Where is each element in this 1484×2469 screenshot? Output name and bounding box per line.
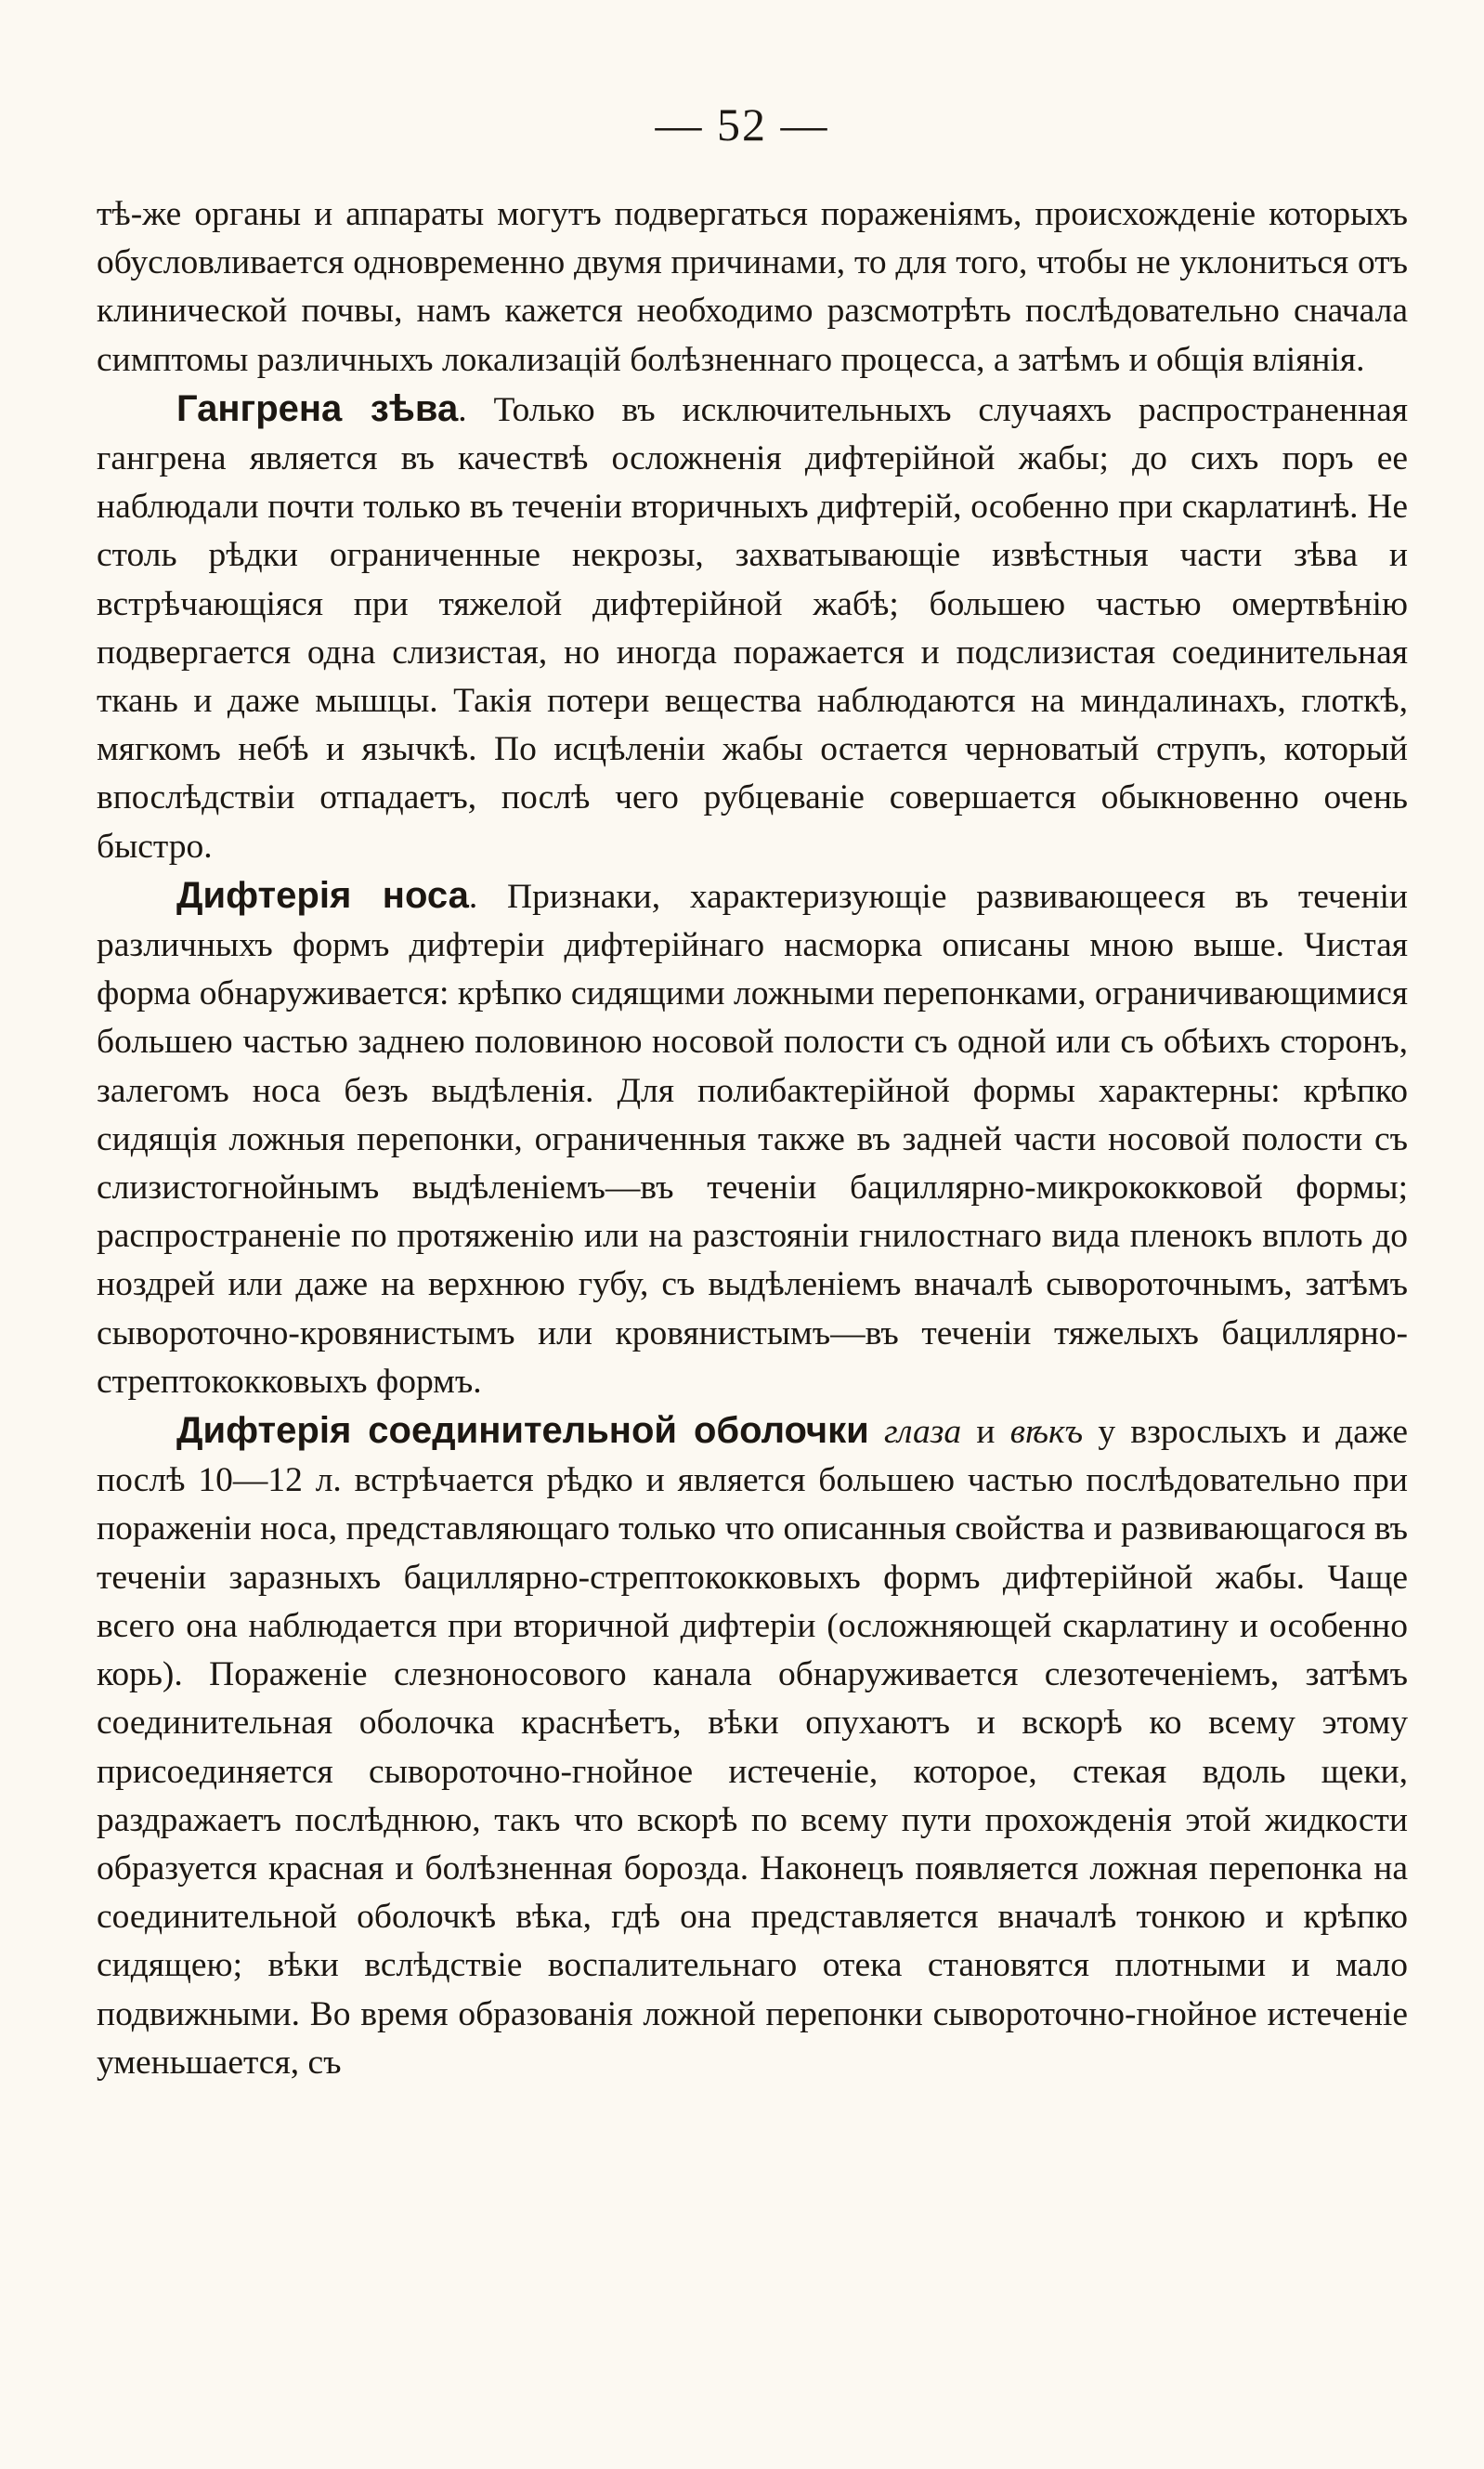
section-heading-nose: Дифтерія носа: [176, 874, 469, 916]
body-text: [97, 190, 1408, 2087]
paragraph-conjunctiva-text: у взрослыхъ и даже послѣ 10—12 л. встрѣчается рѣдко и является большею частью послѣдовательно при пораженіи носа, представляющаго только что описанныя свойства и развивающагося въ теченіи заразныхъ бациллярно-стрептококковыхъ формъ дифтерійной жабы. Чаще всего она наблюдается при вторичной дифтеріи (осложняющей скарлатину и особенно корь). Пораженіе слезноносового канала обнаруживается слезотеченіемъ, затѣмъ соединительная оболочка краснѣетъ, вѣки опухаютъ и вскорѣ ко всему этому присоединяется сывороточно-гнойное истеченіе, которое, стекая вдоль щеки, раздражаетъ послѣднюю, такъ что вскорѣ по всему пути прохожденія этой жидкости образуется красная и болѣзненная борозда. Наконецъ появляется ложная перепонка на соединительной оболочкѣ вѣка, гдѣ она представляется вначалѣ тонкою и крѣпко сидящею; вѣки вслѣдствіе воспалительнаго отека становятся плотными и мало подвижными. Во время образованія ложной перепонки сывороточно-гнойное истеченіе уменьшается, съ: [97, 1413, 1408, 2082]
page-number: — 52 —: [655, 98, 829, 150]
section-heading-conjunctiva: Дифтерія соединительной оболочки: [176, 1410, 869, 1452]
italic-term-eye: глаза: [884, 1413, 962, 1452]
paragraph-conjunctiva: [97, 1406, 1408, 2087]
paragraph-nose: [97, 871, 1408, 1406]
paragraph-gangrene: [97, 385, 1408, 871]
italic-term-eyelids: вѣкъ: [1009, 1413, 1084, 1452]
paragraph-gangrene-text: . Только въ исключительныхъ случаяхъ распространенная гангрена является въ качествѣ осложненія дифтерійной жабы; до сихъ поръ ее наблюдали почти только въ теченіи вторичныхъ дифтерій, особенно при скарлатинѣ. Не столь рѣдки ограниченные некрозы, захватывающіе извѣстныя части зѣва и встрѣчающіяся при тяжелой дифтерійной жабѣ; большею частью омертвѣнію подвергается одна слизистая, но иногда поражается и подслизистая соединительная ткань и даже мышцы. Такія потери вещества наблюдаются на миндалинахъ, глоткѣ, мягкомъ небѣ и язычкѣ. По исцѣленіи жабы остается черноватый струпъ, который впослѣдствіи отпадаетъ, послѣ чего рубцеваніе совершается обыкновенно очень быстро.: [97, 390, 1408, 866]
paragraph-1: тѣ-же органы и аппараты могутъ подвергаться пораженіямъ, происхожденіе которыхъ обусловливается одновременно двумя причинами, то для того, чтобы не уклониться отъ клинической почвы, намъ кажется необходимо разсмотрѣть послѣдовательно сначала симптомы различныхъ локализацій болѣзненнаго процесса, а затѣмъ и общія вліянія.: [97, 195, 1408, 379]
section-heading-gangrene: Гангрена зѣва: [176, 387, 459, 429]
paragraph-nose-text: . Признаки, характеризующіе развивающееся въ теченіи различныхъ формъ дифтеріи дифтерійнаго насморка описаны мною выше. Чистая форма обнаруживается: крѣпко сидящими ложными перепонками, ограничивающимися большею частью заднею половиною носовой полости съ одной или съ обѣихъ сторонъ, залегомъ носа безъ выдѣленія. Для полибактерійной формы характерны: крѣпко сидящія ложныя перепонки, ограниченныя также въ задней части носовой полости съ слизистогнойнымъ выдѣленіемъ—въ теченіи бациллярно-микрококковой формы; распространеніе по протяженію или на разстояніи гнилостнаго вида пленокъ вплоть до ноздрей или даже на верхнюю губу, съ выдѣленіемъ вначалѣ сывороточнымъ, затѣмъ сывороточно-кровянистымъ или кровянистымъ—въ теченіи тяжелыхъ бациллярно-стрептококковыхъ формъ.: [97, 877, 1408, 1401]
conjunctiva-and: и: [961, 1413, 1010, 1452]
